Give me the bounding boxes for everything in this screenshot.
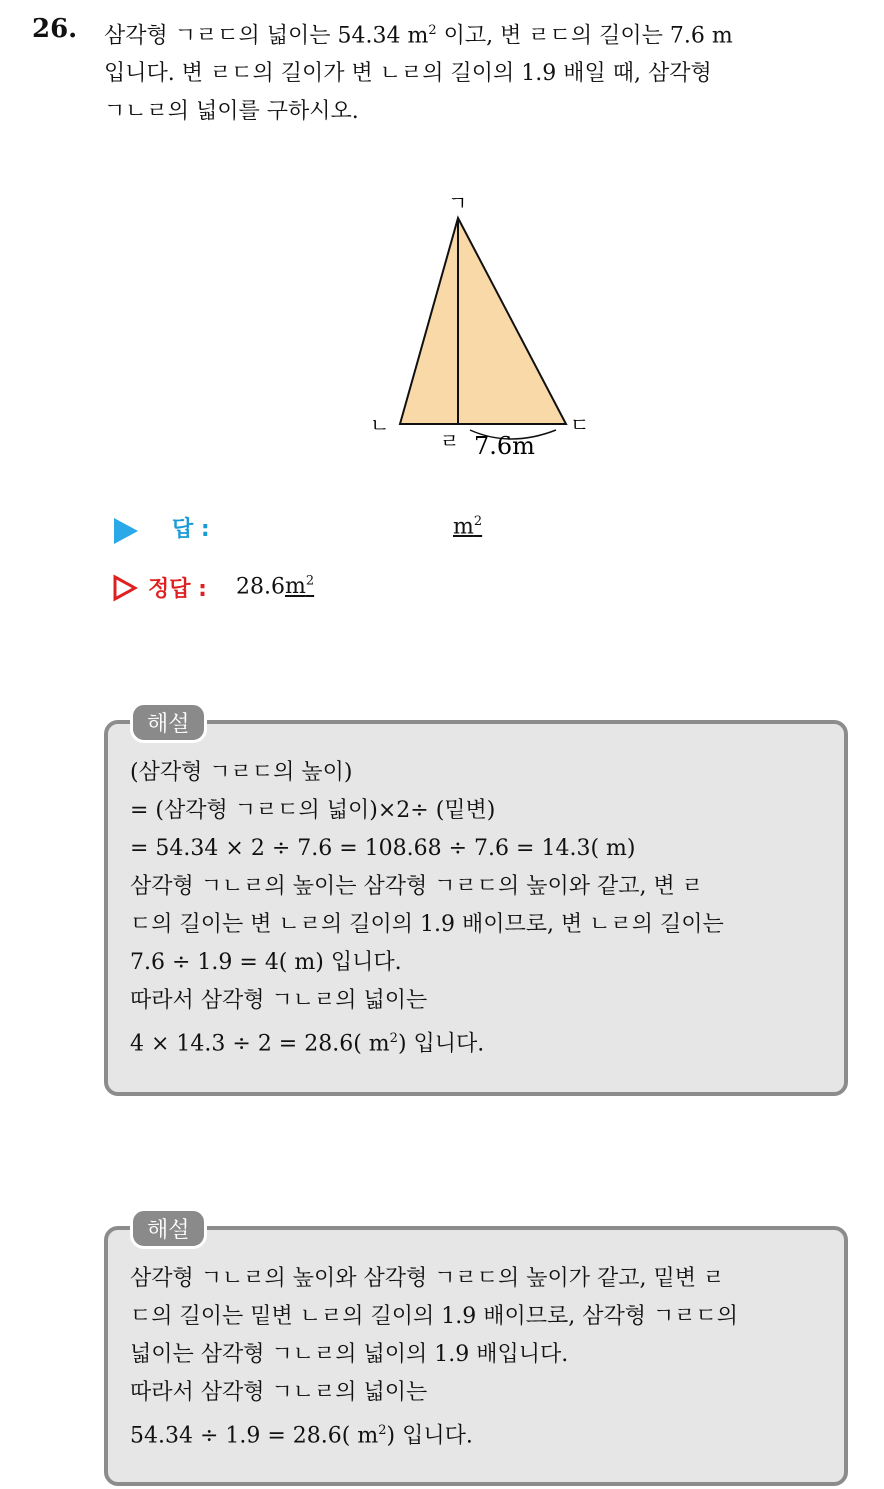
explanation-body-1 bbox=[130, 754, 834, 1063]
explanation-box-2 bbox=[104, 1218, 848, 1486]
outline-arrow-icon bbox=[112, 574, 138, 602]
explanation-1-line: 7.6 ÷ 1.9 = 4( m) 입니다. bbox=[130, 950, 402, 975]
explanation-2-line: ㄷ의 길이는 밑변 ㄴㄹ의 길이의 1.9 배이므로, 삼각형 ㄱㄹㄷ의 bbox=[130, 1304, 738, 1329]
label-top: ㄱ bbox=[448, 191, 468, 215]
explanation-1-line: 삼각형 ㄱㄴㄹ의 높이는 삼각형 ㄱㄹㄷ의 높이와 같고, 변 ㄹ bbox=[130, 874, 703, 899]
explanation-2-line: 따라서 삼각형 ㄱㄴㄹ의 넓이는 bbox=[130, 1380, 428, 1405]
explanation-1-line: ㄷ의 길이는 변 ㄴㄹ의 길이의 1.9 배이므로, 변 ㄴㄹ의 길이는 bbox=[130, 912, 724, 937]
problem-number: 26. bbox=[32, 14, 78, 44]
correct-answer-label: 정답 : bbox=[148, 577, 207, 602]
explanation-2-last-pre: 54.34 ÷ 1.9 = 28.6( m bbox=[130, 1423, 379, 1449]
problem-line-1-post: 이고, 변 ㄹㄷ의 길이는 7.6 m bbox=[436, 23, 733, 49]
explanation-1-line: = 54.34 × 2 ÷ 7.6 = 108.68 ÷ 7.6 = 14.3( m) bbox=[130, 836, 636, 861]
explanation-1-last-line bbox=[130, 1020, 834, 1063]
explanation-2-last-sup: 2 bbox=[378, 1423, 387, 1438]
explanation-2-line: 넓이는 삼각형 ㄱㄴㄹ의 넓이의 1.9 배입니다. bbox=[130, 1342, 569, 1367]
correct-answer-value bbox=[236, 574, 314, 599]
problem-line-1-pre: 삼각형 ㄱㄹㄷ의 넓이는 54.34 m bbox=[104, 23, 429, 49]
correct-answer-row bbox=[108, 570, 528, 610]
triangle-shape bbox=[400, 218, 566, 424]
answer-unit bbox=[453, 514, 482, 539]
base-length-label: 7.6m bbox=[474, 432, 535, 460]
answer-unit-sup: 2 bbox=[473, 514, 483, 529]
explanation-tag-2: 해설 bbox=[130, 1208, 207, 1249]
label-right: ㄷ bbox=[570, 413, 590, 437]
play-arrow-icon bbox=[114, 518, 138, 544]
explanation-1-last-pre: 4 × 14.3 ÷ 2 = 28.6( m bbox=[130, 1031, 390, 1057]
correct-answer-unit-text: m bbox=[284, 574, 306, 600]
correct-answer-number: 28.6 bbox=[236, 574, 285, 600]
correct-answer-unit-sup: 2 bbox=[305, 574, 315, 589]
triangle-figure bbox=[360, 190, 610, 470]
problem bbox=[32, 12, 862, 131]
explanation-tag-1: 해설 bbox=[130, 702, 207, 743]
explanation-2-line: 삼각형 ㄱㄴㄹ의 높이와 삼각형 ㄱㄹㄷ의 높이가 같고, 밑변 ㄹ bbox=[130, 1266, 725, 1291]
explanation-1-line: (삼각형 ㄱㄹㄷ의 높이) bbox=[130, 760, 353, 785]
problem-text bbox=[104, 12, 862, 131]
explanation-1-line: = (삼각형 ㄱㄹㄷ의 넓이)×2÷ (밑변) bbox=[130, 798, 496, 823]
explanation-1-last-sup: 2 bbox=[389, 1031, 398, 1046]
explanation-1-last-post: ) 입니다. bbox=[397, 1031, 485, 1057]
answer-unit-text: m bbox=[453, 514, 474, 540]
correct-answer-unit bbox=[285, 574, 314, 599]
answer-row bbox=[108, 510, 528, 550]
problem-line-1-sup: 2 bbox=[428, 23, 437, 38]
problem-line-2: 입니다. 변 ㄹㄷ의 길이가 변 ㄴㄹ의 길이의 1.9 배일 때, 삼각형 bbox=[104, 61, 712, 87]
problem-line-1 bbox=[104, 12, 862, 55]
label-foot: ㄹ bbox=[440, 429, 460, 453]
triangle-diagram bbox=[360, 190, 610, 470]
explanation-box-1 bbox=[104, 712, 848, 1096]
explanation-2-last-post: ) 입니다. bbox=[386, 1423, 473, 1449]
explanation-2-last-line bbox=[130, 1412, 834, 1455]
problem-line-3: ㄱㄴㄹ의 넓이를 구하시오. bbox=[104, 99, 359, 125]
label-left: ㄴ bbox=[370, 413, 390, 437]
explanation-1-line: 따라서 삼각형 ㄱㄴㄹ의 넓이는 bbox=[130, 988, 428, 1013]
answer-label: 답 : bbox=[172, 517, 210, 542]
explanation-body-2 bbox=[130, 1260, 834, 1455]
